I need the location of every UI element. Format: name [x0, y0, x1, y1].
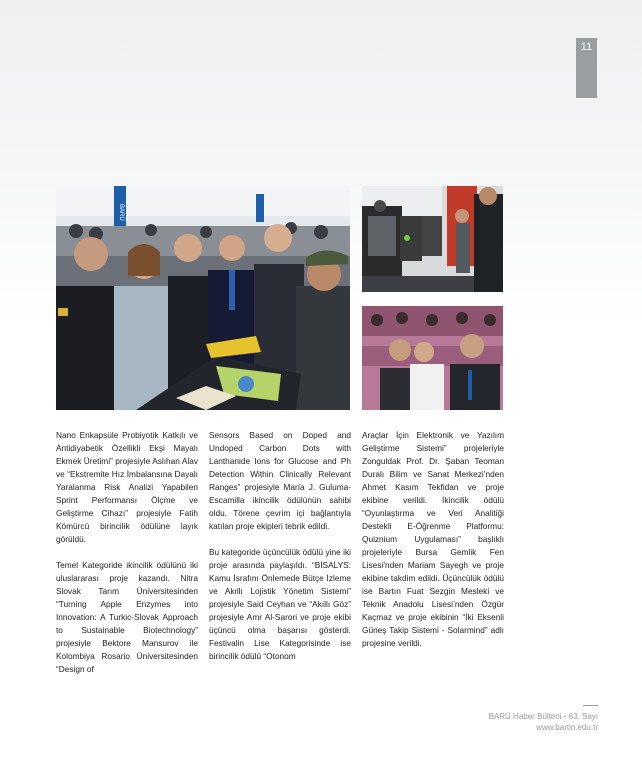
3d-printer-scene	[362, 186, 503, 292]
article-column-1	[56, 429, 198, 689]
footer	[489, 711, 598, 733]
banner-text: BARÜ	[118, 204, 124, 221]
col1-paragraph-1: Nano Enkapsüle Probiyotik Katkılı ve Antidiyabetik Özellikli Ekşi Mayalı Ekmek Üretimi” projesiyle Aslıhan Alav ve “Ekstremite Hız İmbalansına Dayalı Yaralanma Risk Analizi Yapabilen Sprint Performansı Ölçme ve Geliştirme Cihazı” projesiyle Fatih Kömürcü birincilik ödülüne layık görüldü.	[56, 430, 198, 544]
col2-paragraph-2: Bu kategoride üçüncülük ödülü yine iki proje arasında paylaşıldı. “BİSALYS: Kamu İsrafını Önlemede Bütçe İzleme ve Akıllı Lojistik Yönetim Sistemi” projesiyle Said Ceyhan ve “Akıllı Göz” projesiyle Amr Al-Sarori ve proje ekibi üçüncü olma başarısı gösterdi. Festivalin Lise Kategorisinde ise birincilik ödülü “Otonom	[209, 547, 351, 661]
article-column-2	[209, 429, 351, 676]
col1-paragraph-2: Temel Kategoride ikincilik ödülünü iki uluslararası proje kazandı. Nitra Slovak Tarım Üniversitesinden “Turning Apple Enzymes into Innovation: A Turkic-Slovak Approach to Sustainable Biotechnology” projesiyle Bektore Mansurov ile Kolombiya Rosario Üniversitesinden “Design of	[56, 560, 198, 674]
footer-publication: BARÜ Haber Bülteni - 63. Sayı	[488, 712, 598, 721]
col3-paragraph-1: Araçlar İçin Elektronik ve Yazılım Geliştirme Sistemi” projeleriyle Zonguldak Prof. Dr. Şaban Teoman Duralı Bilim ve Sanat Merkezi’nden Ahmet Kasım Tekfidan ve proje ekibine verildi. İkincilik ödülü “Oyunlaştırma ve Veri Analitiği Destekli E-Öğrenme Platformu: Quiznium Uygulaması” başlıklı projeleriyle Bursa Gemlik Fen Lisesi’nden Mariam Sayegh ve proje ekibine takdim edildi. Üçüncülük ödülü ise Bartın Fuat Sezgin Mesleki ve Teknik Anadolu Lisesi’nden Özgür Kaçmaz ve proje ekibinin “İki Eksenli Güneş Takip Sistemi - Solarmind” adlı projesine verildi.	[362, 430, 504, 648]
article-column-3	[362, 429, 504, 663]
col2-paragraph-1: Sensors Based on Doped and Undoped Carbon Dots with Lanthanide Ions for Glucose and Ph Detection Within Clinically Relevant Ranges” projesiyle María J. Guluma-Escamilla ikincilik ödülünün sahibi oldu. Törene çevrim içi bağlantıyla katılan proje ekipleri tebrik edildi.	[209, 430, 351, 531]
footer-divider	[583, 705, 598, 706]
footer-website-link[interactable]: www.bartin.edu.tr	[536, 723, 598, 732]
seated-audience-scene	[362, 306, 503, 410]
page-number-tab	[576, 38, 597, 98]
main-photo	[56, 186, 350, 410]
exhibition-crowd-photo	[56, 186, 350, 410]
audience-photo	[362, 306, 503, 410]
page-number: 11	[580, 41, 593, 53]
printer-photo	[362, 186, 503, 292]
